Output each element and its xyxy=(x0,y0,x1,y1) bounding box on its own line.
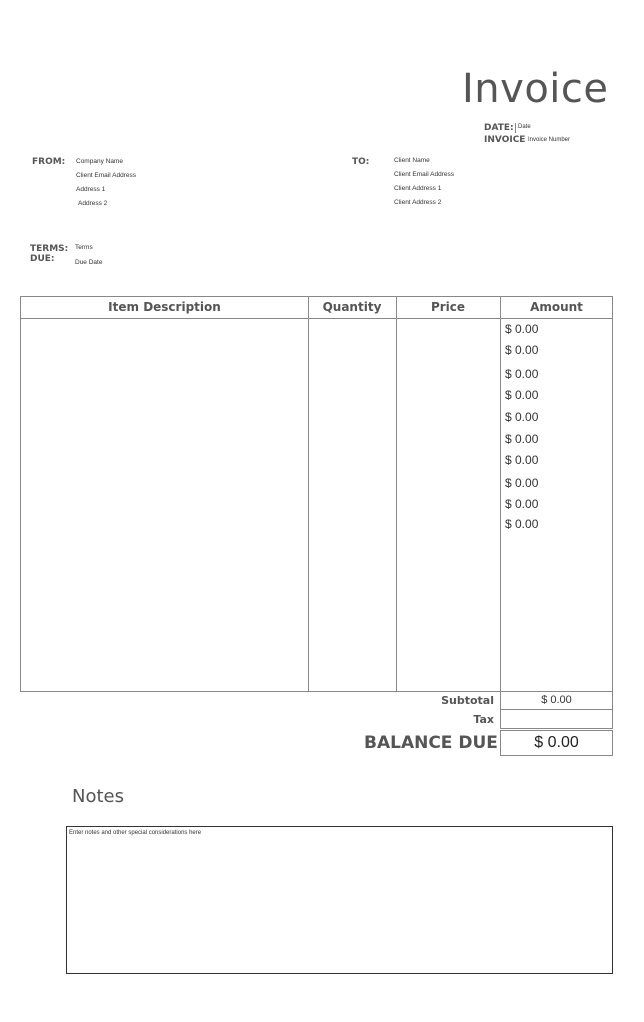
date-label: DATE: xyxy=(484,123,514,133)
header-price: Price xyxy=(430,300,466,314)
table-header-divider xyxy=(21,318,612,319)
due-date-field[interactable]: Due Date xyxy=(75,259,103,266)
subtotal-label: Subtotal xyxy=(441,694,494,707)
header-amount: Amount xyxy=(530,300,583,314)
amount-cell: $ 0.00 xyxy=(505,367,539,381)
subtotal-box xyxy=(500,691,613,710)
to-client-name[interactable]: Client Name xyxy=(394,157,430,164)
invoice-number-field[interactable]: Invoice Number xyxy=(528,137,571,143)
balance-due-label: BALANCE DUE xyxy=(364,733,498,753)
amount-cell: $ 0.00 xyxy=(505,388,539,402)
to-client-address-1[interactable]: Client Address 1 xyxy=(394,185,442,192)
subtotal-value: $ 0.00 xyxy=(541,694,572,706)
tax-label: Tax xyxy=(473,713,494,726)
to-client-email[interactable]: Client Email Address xyxy=(394,171,454,178)
column-divider xyxy=(396,297,397,691)
from-email[interactable]: Client Email Address xyxy=(76,172,136,179)
amount-cell: $ 0.00 xyxy=(505,322,539,336)
terms-field[interactable]: Terms xyxy=(75,244,93,251)
notes-title: Notes xyxy=(72,786,124,807)
amount-cell: $ 0.00 xyxy=(505,517,539,531)
column-divider xyxy=(308,297,309,691)
balance-due-value: $ 0.00 xyxy=(534,734,579,751)
header-quantity: Quantity xyxy=(322,300,382,314)
to-client-address-2[interactable]: Client Address 2 xyxy=(394,199,442,206)
amount-cell: $ 0.00 xyxy=(505,497,539,511)
from-address-2[interactable]: Address 2 xyxy=(78,200,108,207)
amount-cell: $ 0.00 xyxy=(505,453,539,467)
amount-cell: $ 0.00 xyxy=(505,432,539,446)
to-label: TO: xyxy=(352,157,370,167)
from-address-1[interactable]: Address 1 xyxy=(76,186,106,193)
date-field[interactable]: Date xyxy=(518,124,531,130)
balance-due-box xyxy=(500,730,613,756)
items-table xyxy=(20,296,613,692)
notes-textarea[interactable] xyxy=(66,826,613,974)
header-item-description: Item Description xyxy=(108,300,221,314)
amount-cell: $ 0.00 xyxy=(505,410,539,424)
amount-cell: $ 0.00 xyxy=(505,343,539,357)
tax-field[interactable] xyxy=(500,709,613,729)
amount-cell: $ 0.00 xyxy=(505,476,539,490)
due-label: DUE: xyxy=(30,254,55,264)
notes-placeholder: Enter notes and other special considerations here xyxy=(69,830,202,836)
date-cursor xyxy=(515,123,516,133)
terms-label: TERMS: xyxy=(30,244,69,254)
invoice-title: Invoice xyxy=(462,66,609,112)
from-label: FROM: xyxy=(32,157,66,167)
from-company-name[interactable]: Company Name xyxy=(76,158,123,165)
invoice-number-label: INVOICE xyxy=(484,135,526,145)
column-divider xyxy=(500,297,501,691)
